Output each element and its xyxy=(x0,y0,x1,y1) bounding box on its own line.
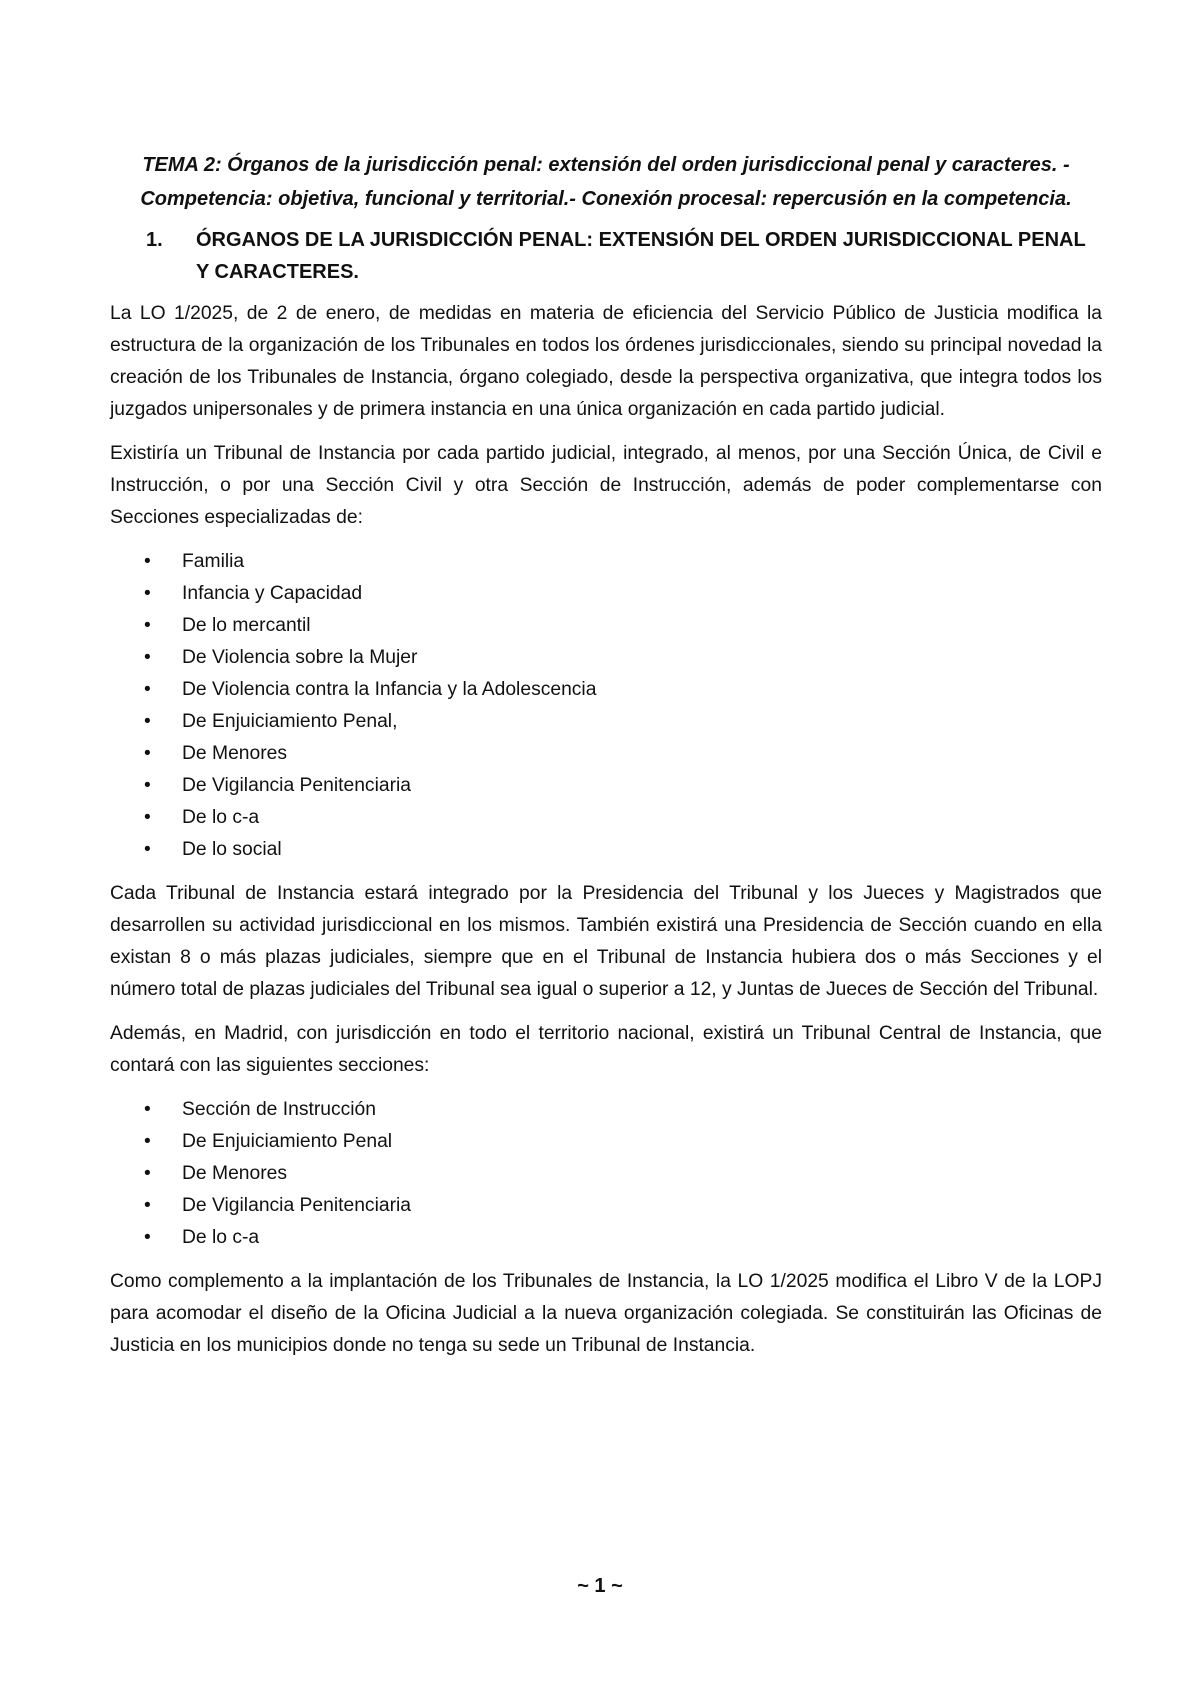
list-item: • De Violencia contra la Infancia y la Adolescencia xyxy=(110,674,1102,706)
document-title: TEMA 2: Órganos de la jurisdicción penal: extensión del orden jurisdiccional penal y caracteres. - Competencia: objetiva, funcional y territorial.- Conexión procesal: repercusión en la competencia. xyxy=(140,154,1072,210)
list-item: • De Enjuiciamiento Penal xyxy=(110,1126,1102,1158)
document-page xyxy=(110,148,1102,1374)
list-item: • Familia xyxy=(110,546,1102,578)
paragraph-2: Existiría un Tribunal de Instancia por cada partido judicial, integrado, al menos, por una Sección Única, de Civil e Instrucción, o por una Sección Civil y otra Sección de Instrucción, además de poder complementarse con Secciones especializadas de: xyxy=(110,443,1102,528)
list-item: • De Vigilancia Penitenciaria xyxy=(110,1190,1102,1222)
bullet-icon: • xyxy=(144,1163,151,1184)
list-item: • De Enjuiciamiento Penal, xyxy=(110,706,1102,738)
paragraph-4: Además, en Madrid, con jurisdicción en todo el territorio nacional, existirá un Tribunal Central de Instancia, que contará con las siguientes secciones: xyxy=(110,1023,1102,1076)
paragraph-1: La LO 1/2025, de 2 de enero, de medidas en materia de eficiencia del Servicio Público de Justicia modifica la estructura de la organización de los Tribunales en todos los órdenes jurisdiccionales, siendo su principal novedad la creación de los Tribunales de Instancia, órgano colegiado, desde la perspectiva organizativa, que integra todos los juzgados unipersonales y de primera instancia en una única organización en cada partido judicial. xyxy=(110,303,1102,420)
bullet-icon: • xyxy=(144,1131,151,1152)
central-tribunal-sections-list xyxy=(110,1094,1102,1254)
bullet-icon: • xyxy=(144,807,151,828)
bullet-icon: • xyxy=(144,1227,151,1248)
list-item: • De Violencia sobre la Mujer xyxy=(110,642,1102,674)
bullet-icon: • xyxy=(144,551,151,572)
list-item: • Sección de Instrucción xyxy=(110,1094,1102,1126)
bullet-icon: • xyxy=(144,679,151,700)
specialized-sections-list xyxy=(110,546,1102,866)
section-heading-text: ÓRGANOS DE LA JURISDICCIÓN PENAL: EXTENSIÓN DEL ORDEN JURISDICCIONAL PENAL Y CARACTERES. xyxy=(196,229,1086,283)
page-number: ~ 1 ~ xyxy=(577,1575,623,1597)
bullet-icon: • xyxy=(144,775,151,796)
bullet-icon: • xyxy=(144,743,151,764)
section-heading xyxy=(110,224,1102,288)
list-item: • De lo social xyxy=(110,834,1102,866)
list-item: • De Vigilancia Penitenciaria xyxy=(110,770,1102,802)
list-item: • Infancia y Capacidad xyxy=(110,578,1102,610)
bullet-icon: • xyxy=(144,839,151,860)
bullet-icon: • xyxy=(144,711,151,732)
paragraph-5: Como complemento a la implantación de los Tribunales de Instancia, la LO 1/2025 modifica el Libro V de la LOPJ para acomodar el diseño de la Oficina Judicial a la nueva organización colegiada. Se constituirán las Oficinas de Justicia en los municipios donde no tenga su sede un Tribunal de Instancia. xyxy=(110,1271,1102,1356)
bullet-icon: • xyxy=(144,583,151,604)
list-item: • De lo mercantil xyxy=(110,610,1102,642)
list-item: • De Menores xyxy=(110,738,1102,770)
list-item: • De Menores xyxy=(110,1158,1102,1190)
bullet-icon: • xyxy=(144,615,151,636)
bullet-icon: • xyxy=(144,1099,151,1120)
paragraph-3: Cada Tribunal de Instancia estará integrado por la Presidencia del Tribunal y los Jueces y Magistrados que desarrollen su actividad jurisdiccional en los mismos. También existirá una Presidencia de Sección cuando en ella existan 8 o más plazas judiciales, siempre que en el Tribunal de Instancia hubiera dos o más Secciones y el número total de plazas judiciales del Tribunal sea igual o superior a 12, y Juntas de Jueces de Sección del Tribunal. xyxy=(110,883,1102,1000)
list-item: • De lo c-a xyxy=(110,1222,1102,1254)
bullet-icon: • xyxy=(144,1195,151,1216)
list-item: • De lo c-a xyxy=(110,802,1102,834)
section-number: 1. xyxy=(146,229,163,251)
bullet-icon: • xyxy=(144,647,151,668)
